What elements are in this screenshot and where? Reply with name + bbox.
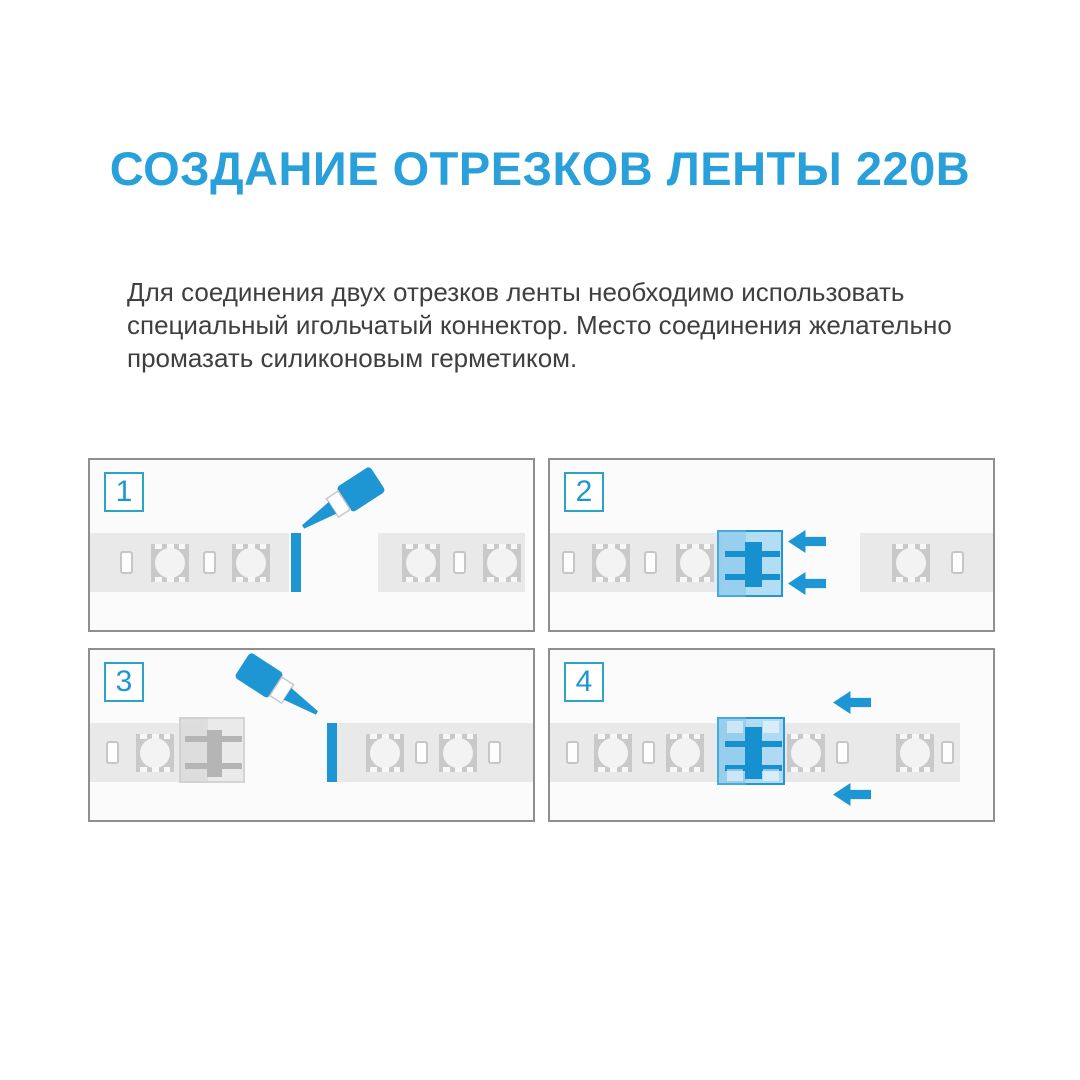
led-lens: [680, 548, 710, 578]
step-panel-2: [548, 458, 995, 632]
needle-connector: [179, 717, 245, 783]
resistor: [488, 741, 501, 764]
led-lens: [236, 548, 266, 578]
led-chip: [592, 544, 630, 582]
step-number: 4: [575, 665, 593, 698]
resistor: [415, 741, 428, 764]
connector-body: [745, 727, 762, 779]
connector-tab: [763, 769, 779, 781]
resistor: [562, 551, 575, 574]
led-lens: [140, 738, 170, 768]
step-number-badge: [104, 472, 144, 512]
resistor: [836, 741, 849, 764]
led-lens: [896, 548, 926, 578]
resistor: [106, 741, 119, 764]
step-number: 2: [575, 475, 593, 508]
connector-tab: [763, 721, 779, 733]
led-lens: [791, 738, 821, 768]
led-chip: [892, 544, 930, 582]
led-lens: [406, 548, 436, 578]
resistor: [120, 551, 133, 574]
resistor: [203, 551, 216, 574]
led-lens: [155, 548, 185, 578]
resistor: [951, 551, 964, 574]
connector-tab: [727, 721, 743, 733]
led-chip: [366, 734, 404, 772]
step-number-badge: [564, 662, 604, 702]
led-chip: [439, 734, 477, 772]
led-lens: [670, 738, 700, 768]
led-chip: [402, 544, 440, 582]
led-chip: [676, 544, 714, 582]
led-lens: [596, 548, 626, 578]
resistor: [642, 741, 655, 764]
connector-pin: [185, 763, 242, 769]
arrow-left-icon: [788, 572, 826, 595]
sealant-stripe: [291, 533, 301, 592]
connector-body: [745, 542, 762, 587]
led-chip: [232, 544, 270, 582]
needle-connector: [717, 530, 783, 597]
step-number: 1: [115, 475, 133, 508]
led-chip: [151, 544, 189, 582]
step-number-badge: [104, 662, 144, 702]
led-lens: [487, 548, 517, 578]
resistor: [941, 741, 954, 764]
led-chip: [136, 734, 174, 772]
led-chip: [896, 734, 934, 772]
intro-text: Для соединения двух отрезков ленты необходимо использовать специальный игольчатый коннектор. Место соединения желательно промазать силиконовым герметиком.: [127, 277, 952, 373]
glue-tube-icon: [233, 651, 328, 728]
connector-pin: [725, 574, 780, 580]
led-lens: [443, 738, 473, 768]
step-panel-3: [88, 648, 535, 822]
resistor: [453, 551, 466, 574]
led-lens: [598, 738, 628, 768]
connector-pin: [185, 736, 242, 742]
resistor: [644, 551, 657, 574]
connector-pin: [725, 741, 782, 747]
led-chip: [787, 734, 825, 772]
glue-tube-icon: [293, 465, 388, 542]
step-panel-1: [88, 458, 535, 632]
resistor: [566, 741, 579, 764]
connector-tab: [727, 769, 743, 781]
arrow-left-icon: [833, 783, 871, 806]
sealant-stripe: [327, 723, 337, 782]
connector-housing: [179, 717, 208, 783]
led-chip: [483, 544, 521, 582]
led-chip: [594, 734, 632, 772]
led-lens: [900, 738, 930, 768]
led-chip: [666, 734, 704, 772]
arrow-left-icon: [833, 691, 871, 714]
page-title: СОЗДАНИЕ ОТРЕЗКОВ ЛЕНТЫ 220В: [109, 142, 971, 196]
step-panel-4: [548, 648, 995, 822]
arrow-left-icon: [788, 530, 826, 553]
step-number-badge: [564, 472, 604, 512]
connector-pin: [725, 551, 780, 557]
connector-housing: [717, 530, 746, 597]
needle-connector: [717, 717, 785, 785]
led-lens: [370, 738, 400, 768]
step-number: 3: [115, 665, 133, 698]
